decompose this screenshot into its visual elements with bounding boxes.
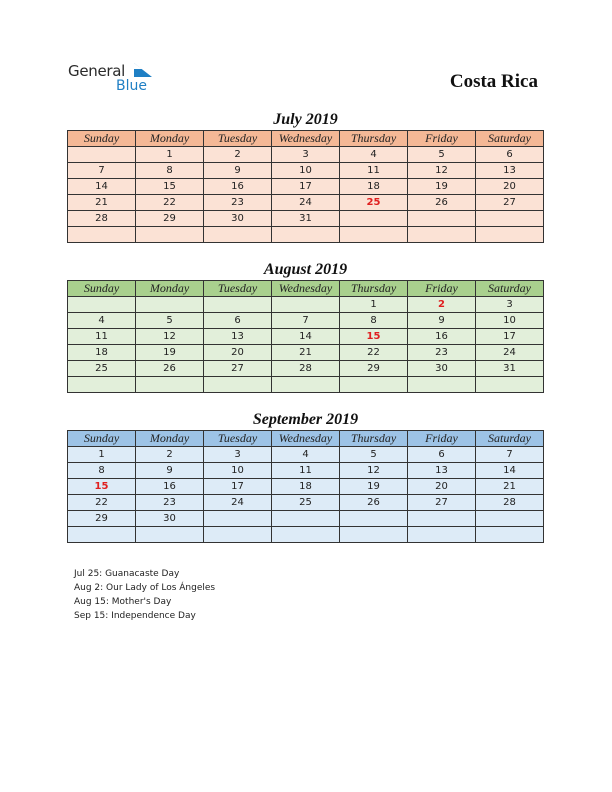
- day-cell: [408, 377, 476, 393]
- day-cell: 28: [68, 211, 136, 227]
- month-title: July 2019: [273, 111, 338, 128]
- day-cell: [408, 527, 476, 543]
- day-cell: 5: [408, 147, 476, 163]
- weekday-header-row: [68, 431, 544, 447]
- day-cell: [476, 527, 544, 543]
- day-cell: 18: [68, 345, 136, 361]
- day-cell: [68, 377, 136, 393]
- day-cell: [408, 211, 476, 227]
- day-cell: 7: [476, 447, 544, 463]
- day-cell: [272, 227, 340, 243]
- day-cell: 9: [204, 163, 272, 179]
- week-row: [68, 361, 544, 377]
- day-cell: 18: [340, 179, 408, 195]
- weekday-header: Tuesday: [204, 131, 272, 147]
- day-cell: 12: [136, 329, 204, 345]
- day-cell: 10: [204, 463, 272, 479]
- day-cell: 21: [272, 345, 340, 361]
- weekday-header-row: [68, 131, 544, 147]
- day-cell: 31: [272, 211, 340, 227]
- day-cell: 27: [476, 195, 544, 211]
- day-cell: 17: [476, 329, 544, 345]
- day-cell: 19: [408, 179, 476, 195]
- day-cell: 4: [68, 313, 136, 329]
- day-cell: [68, 527, 136, 543]
- weekday-header: Thursday: [340, 281, 408, 297]
- holiday-note: Sep 15: Independence Day: [74, 611, 196, 621]
- day-cell: [272, 297, 340, 313]
- day-cell: [476, 377, 544, 393]
- day-cell: 13: [408, 463, 476, 479]
- day-cell: [68, 227, 136, 243]
- day-cell: 16: [408, 329, 476, 345]
- week-row: [68, 511, 544, 527]
- month-title: September 2019: [252, 411, 359, 428]
- day-cell: [476, 511, 544, 527]
- week-row: [68, 345, 544, 361]
- day-cell: 2: [136, 447, 204, 463]
- day-cell: 7: [68, 163, 136, 179]
- logo-triangle-icon: [134, 63, 152, 77]
- holiday-note: Jul 25: Guanacaste Day: [74, 569, 180, 579]
- weekday-header: Tuesday: [204, 431, 272, 447]
- day-cell: [204, 527, 272, 543]
- day-cell: [408, 511, 476, 527]
- day-cell: 17: [204, 479, 272, 495]
- logo: [68, 62, 168, 96]
- day-cell: 3: [204, 447, 272, 463]
- holiday-notes: [74, 567, 215, 623]
- day-cell: [272, 527, 340, 543]
- week-row: [68, 479, 544, 495]
- weekday-header: Thursday: [340, 131, 408, 147]
- day-cell: 11: [68, 329, 136, 345]
- day-cell: [136, 227, 204, 243]
- day-cell: [136, 377, 204, 393]
- day-cell: 15: [136, 179, 204, 195]
- day-cell: 24: [476, 345, 544, 361]
- day-cell: [272, 511, 340, 527]
- day-cell: [476, 211, 544, 227]
- day-cell: 26: [408, 195, 476, 211]
- day-cell: 13: [204, 329, 272, 345]
- day-cell: 25: [272, 495, 340, 511]
- day-cell: 24: [204, 495, 272, 511]
- day-cell: 9: [136, 463, 204, 479]
- day-cell: 2: [204, 147, 272, 163]
- weekday-header: Thursday: [340, 431, 408, 447]
- day-cell: 20: [204, 345, 272, 361]
- day-cell: 6: [476, 147, 544, 163]
- holiday-note: Aug 15: Mother's Day: [74, 597, 172, 607]
- weekday-header: Friday: [408, 131, 476, 147]
- day-cell: 1: [136, 147, 204, 163]
- week-row: [68, 211, 544, 227]
- month-august: [67, 260, 544, 393]
- day-cell: [68, 147, 136, 163]
- day-cell: [340, 527, 408, 543]
- day-cell: 28: [476, 495, 544, 511]
- week-row: [68, 195, 544, 211]
- day-cell: 29: [68, 511, 136, 527]
- day-cell: [272, 377, 340, 393]
- day-cell: 28: [272, 361, 340, 377]
- logo-blue-text: Blue: [116, 78, 147, 94]
- day-cell: [408, 227, 476, 243]
- day-cell: 25: [68, 361, 136, 377]
- week-row: [68, 227, 544, 243]
- day-cell: [340, 511, 408, 527]
- week-row: [68, 495, 544, 511]
- day-cell: 25: [340, 195, 408, 211]
- day-cell: 6: [408, 447, 476, 463]
- day-cell: 5: [136, 313, 204, 329]
- day-cell: 29: [340, 361, 408, 377]
- day-cell: 14: [68, 179, 136, 195]
- day-cell: 27: [204, 361, 272, 377]
- day-cell: 16: [136, 479, 204, 495]
- holiday-note: Aug 2: Our Lady of Los Ángeles: [74, 583, 216, 593]
- day-cell: 30: [136, 511, 204, 527]
- day-cell: 22: [340, 345, 408, 361]
- day-cell: 10: [476, 313, 544, 329]
- day-cell: 6: [204, 313, 272, 329]
- day-cell: 15: [340, 329, 408, 345]
- day-cell: 22: [68, 495, 136, 511]
- day-cell: 24: [272, 195, 340, 211]
- day-cell: 8: [68, 463, 136, 479]
- week-row: [68, 463, 544, 479]
- weekday-header: Wednesday: [272, 431, 340, 447]
- day-cell: 14: [476, 463, 544, 479]
- day-cell: 14: [272, 329, 340, 345]
- weekday-header: Sunday: [68, 131, 136, 147]
- week-row: [68, 377, 544, 393]
- day-cell: 1: [340, 297, 408, 313]
- day-cell: 10: [272, 163, 340, 179]
- day-cell: 31: [476, 361, 544, 377]
- month-july: [67, 110, 544, 243]
- weekday-header: Friday: [408, 281, 476, 297]
- day-cell: 12: [408, 163, 476, 179]
- day-cell: 5: [340, 447, 408, 463]
- day-cell: [204, 511, 272, 527]
- day-cell: [204, 377, 272, 393]
- week-row: [68, 297, 544, 313]
- day-cell: 23: [408, 345, 476, 361]
- month-title: August 2019: [263, 261, 348, 278]
- day-cell: 12: [340, 463, 408, 479]
- weekday-header: Wednesday: [272, 281, 340, 297]
- day-cell: [340, 227, 408, 243]
- day-cell: 19: [136, 345, 204, 361]
- week-row: [68, 147, 544, 163]
- weekday-header: Saturday: [476, 431, 544, 447]
- day-cell: 13: [476, 163, 544, 179]
- day-cell: 9: [408, 313, 476, 329]
- day-cell: 30: [408, 361, 476, 377]
- day-cell: 21: [68, 195, 136, 211]
- weekday-header: Saturday: [476, 131, 544, 147]
- day-cell: 21: [476, 479, 544, 495]
- week-row: [68, 163, 544, 179]
- day-cell: 17: [272, 179, 340, 195]
- logo-general-text: General: [68, 62, 126, 80]
- day-cell: 29: [136, 211, 204, 227]
- month-table: [67, 430, 544, 543]
- day-cell: 4: [340, 147, 408, 163]
- week-row: [68, 313, 544, 329]
- weekday-header: Sunday: [68, 281, 136, 297]
- week-row: [68, 329, 544, 345]
- day-cell: [340, 211, 408, 227]
- weekday-header: Sunday: [68, 431, 136, 447]
- day-cell: 15: [68, 479, 136, 495]
- day-cell: 22: [136, 195, 204, 211]
- day-cell: 1: [68, 447, 136, 463]
- weekday-header: Monday: [136, 131, 204, 147]
- day-cell: [340, 377, 408, 393]
- day-cell: [136, 527, 204, 543]
- day-cell: [136, 297, 204, 313]
- day-cell: [476, 227, 544, 243]
- day-cell: 11: [340, 163, 408, 179]
- day-cell: 8: [136, 163, 204, 179]
- day-cell: 26: [136, 361, 204, 377]
- day-cell: 19: [340, 479, 408, 495]
- weekday-header: Saturday: [476, 281, 544, 297]
- day-cell: 4: [272, 447, 340, 463]
- day-cell: 3: [476, 297, 544, 313]
- month-table: [67, 130, 544, 243]
- week-row: [68, 527, 544, 543]
- day-cell: 30: [204, 211, 272, 227]
- weekday-header: Monday: [136, 281, 204, 297]
- day-cell: 20: [476, 179, 544, 195]
- day-cell: 7: [272, 313, 340, 329]
- week-row: [68, 179, 544, 195]
- day-cell: 16: [204, 179, 272, 195]
- month-table: [67, 280, 544, 393]
- day-cell: 23: [136, 495, 204, 511]
- day-cell: 27: [408, 495, 476, 511]
- day-cell: 3: [272, 147, 340, 163]
- day-cell: [204, 297, 272, 313]
- day-cell: 2: [408, 297, 476, 313]
- day-cell: 26: [340, 495, 408, 511]
- weekday-header: Friday: [408, 431, 476, 447]
- weekday-header-row: [68, 281, 544, 297]
- weekday-header: Tuesday: [204, 281, 272, 297]
- weekday-header: Monday: [136, 431, 204, 447]
- country-title: Costa Rica: [449, 71, 538, 92]
- day-cell: 11: [272, 463, 340, 479]
- day-cell: 18: [272, 479, 340, 495]
- day-cell: [204, 227, 272, 243]
- day-cell: 23: [204, 195, 272, 211]
- month-september: [67, 410, 544, 543]
- weekday-header: Wednesday: [272, 131, 340, 147]
- day-cell: 20: [408, 479, 476, 495]
- day-cell: [68, 297, 136, 313]
- day-cell: 8: [340, 313, 408, 329]
- week-row: [68, 447, 544, 463]
